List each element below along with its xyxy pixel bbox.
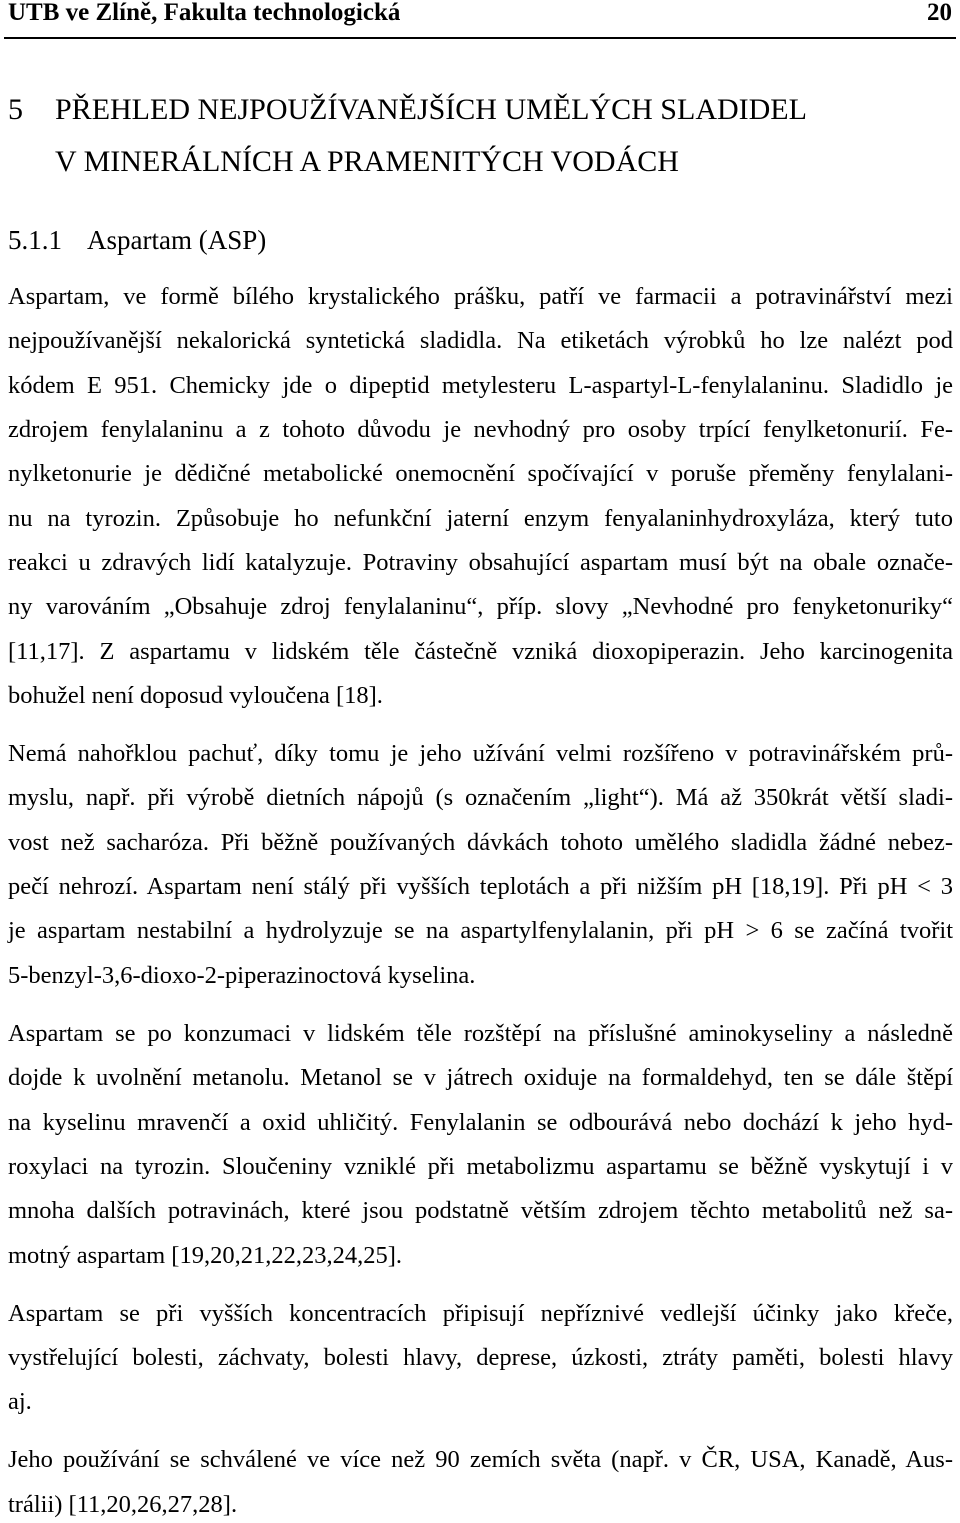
paragraph xyxy=(8,282,953,711)
text-line: roxylaci na tyrozin. Sloučeniny vzniklé při metabolizmu aspartamu se běžně vyskytují i v xyxy=(8,1152,953,1180)
paragraph xyxy=(8,1019,953,1271)
text-line: bohužel není doposud vyloučena [18]. xyxy=(8,682,383,710)
text-line: nylketonurie je dědičné metabolické onemocnění spočívající v poruše přeměny fenylalani- xyxy=(8,460,953,488)
institution-name: UTB ve Zlíně, Fakulta technologická xyxy=(8,0,401,26)
text-line: pečí nehrozí. Aspartam není stálý při vyšších teplotách a při nižším pH [18,19]. Při pH < 3 xyxy=(8,873,953,901)
text-line: nu na tyrozin. Způsobuje ho nefunkční jaterní enzym fenyalaninhydroxyláza, který tuto xyxy=(8,504,953,532)
chapter-heading xyxy=(8,84,908,188)
text-line: vost než sacharóza. Při běžně používaných dávkách tohoto umělého sladidla žádné nebez- xyxy=(8,828,953,856)
text-line: Aspartam se po konzumaci v lidském těle rozštěpí na příslušné aminokyseliny a následně xyxy=(8,1019,953,1047)
body-text xyxy=(8,282,953,1520)
text-line: mnoha dalších potravinách, které jsou podstatně větším zdrojem těchto metabolitů než sa- xyxy=(8,1197,953,1225)
chapter-title xyxy=(55,84,807,188)
text-line: Nemá nahořklou pachuť, díky tomu je jeho užívání velmi rozšířeno v potravinářském prů- xyxy=(8,740,953,768)
text-line: aj. xyxy=(8,1388,32,1416)
header-divider xyxy=(4,37,956,39)
text-line: zdrojem fenylalaninu a z tohoto důvodu je nevhodný pro osoby trpící fenylketonurií. Fe- xyxy=(8,416,953,444)
text-line: je aspartam nestabilní a hydrolyzuje se na aspartylfenylalanin, při pH > 6 se začíná tvořit xyxy=(8,917,953,945)
paragraph xyxy=(8,1445,953,1519)
chapter-title-line: PŘEHLED NEJPOUŽÍVANĚJŠÍCH UMĚLÝCH SLADIDEL xyxy=(55,93,807,126)
text-line: trálii) [11,20,26,27,28]. xyxy=(8,1490,238,1518)
text-line: Jeho používání se schválené ve více než 90 zemích světa (např. v ČR, USA, Kanadě, Aus- xyxy=(8,1446,953,1474)
page-header xyxy=(8,0,952,28)
text-line: myslu, např. při výrobě dietních nápojů (s označením „light“). Má až 350krát větší sladi- xyxy=(8,784,953,812)
text-line: [11,17]. Z aspartamu v lidském těle částečně vzniká dioxopiperazin. Jeho karcinogenita xyxy=(8,637,953,665)
text-line: na kyselinu mravenčí a oxid uhličitý. Fenylalanin se odbourává nebo dochází k jeho hyd- xyxy=(8,1108,953,1136)
chapter-number: 5 xyxy=(8,93,23,126)
section-title: Aspartam (ASP) xyxy=(87,225,267,255)
chapter-title-line: V MINERÁLNÍCH A PRAMENITÝCH VODÁCH xyxy=(55,145,679,178)
text-line: dojde k uvolnění metanolu. Metanol se v játrech oxiduje na formaldehyd, ten se dále štěpí xyxy=(8,1064,953,1092)
text-line: nejpoužívanější nekalorická syntetická sladidla. Na etiketách výrobků ho lze nalézt pod xyxy=(8,327,953,355)
paragraph xyxy=(8,739,953,991)
section-heading xyxy=(8,222,608,258)
text-line: ny varováním „Obsahuje zdroj fenylalaninu“, příp. slovy „Nevhodné pro fenyketonuriky“ xyxy=(8,593,953,621)
text-line: Aspartam se při vyšších koncentracích připisují nepříznivé vedlejší účinky jako křeče, xyxy=(8,1299,953,1327)
paragraph xyxy=(8,1299,953,1418)
text-line: kódem E 951. Chemicky jde o dipeptid metylesteru L-aspartyl-L-fenylalaninu. Sladidlo je xyxy=(8,371,953,399)
text-line: Aspartam, ve formě bílého krystalického prášku, patří ve farmacii a potravinářství mezi xyxy=(8,283,953,310)
text-line: 5-benzyl-3,6-dioxo-2-piperazinoctová kyselina. xyxy=(8,961,476,989)
page-number: 20 xyxy=(927,0,952,26)
section-number: 5.1.1 xyxy=(8,225,62,255)
text-line: reakci u zdravých lidí katalyzuje. Potraviny obsahující aspartam musí být na obale označe- xyxy=(8,549,953,577)
text-line: vystřelující bolesti, záchvaty, bolesti hlavy, deprese, úzkosti, ztráty paměti, bolesti hlavy xyxy=(8,1343,953,1371)
text-line: motný aspartam [19,20,21,22,23,24,25]. xyxy=(8,1241,402,1269)
